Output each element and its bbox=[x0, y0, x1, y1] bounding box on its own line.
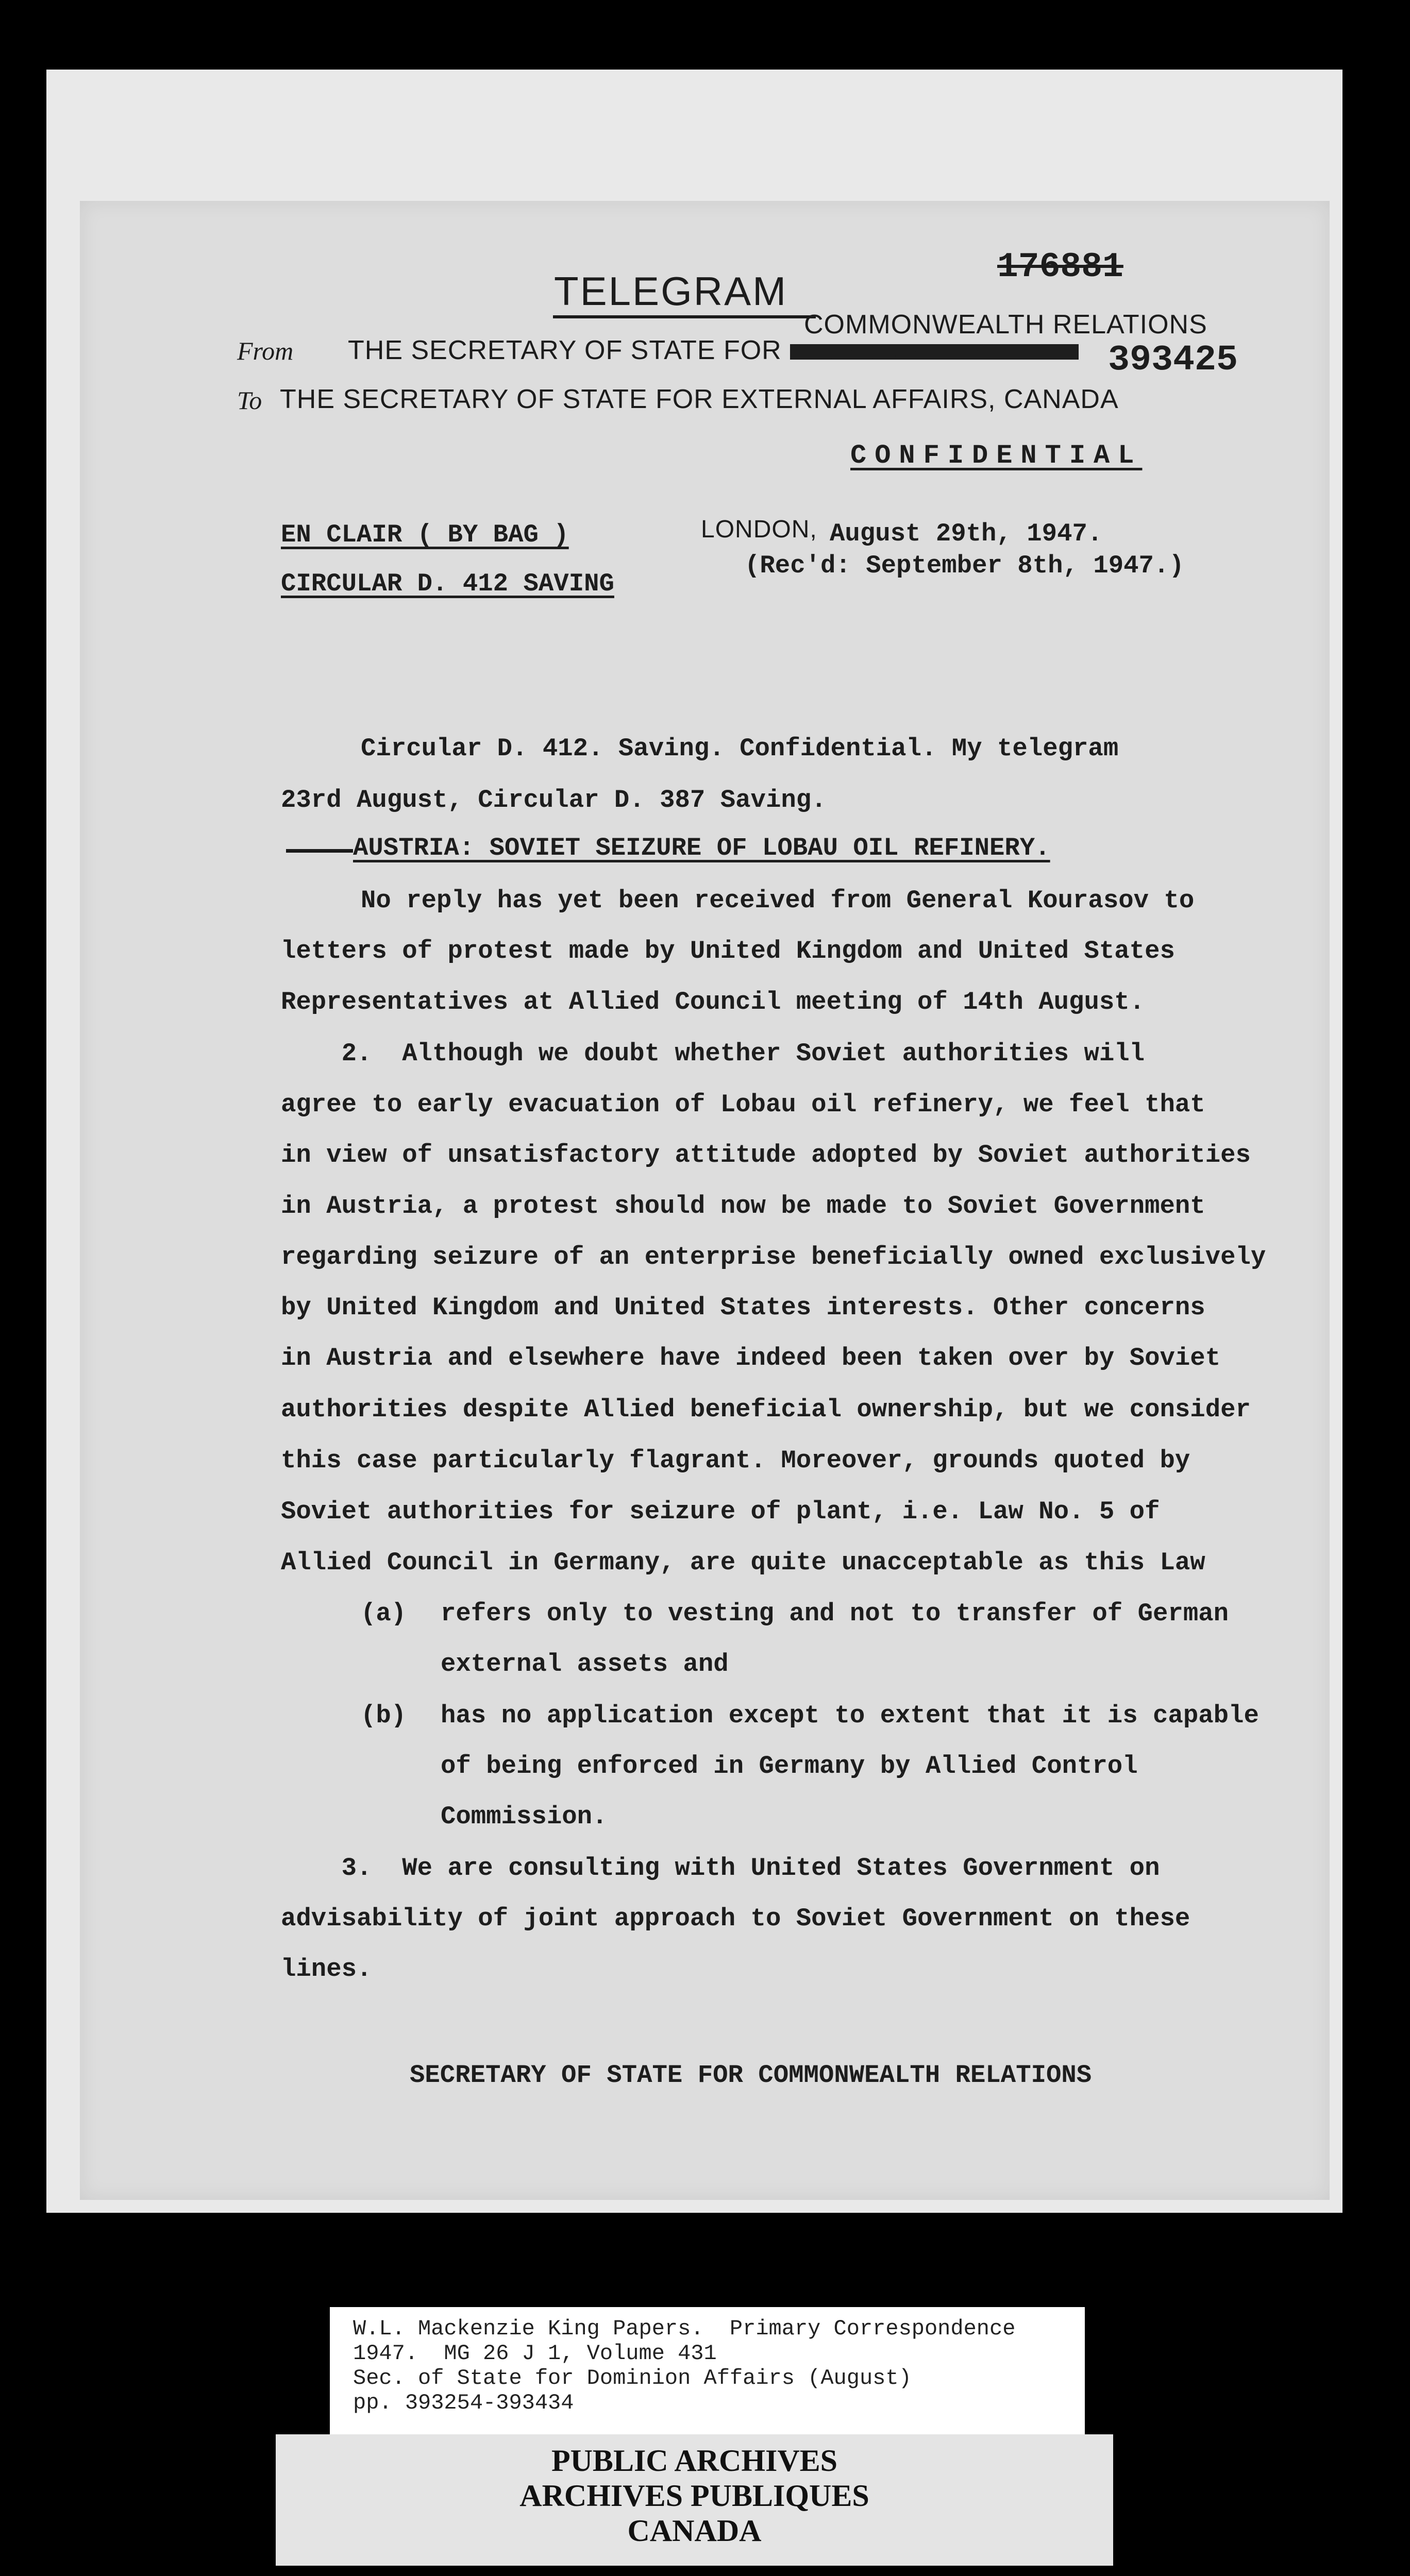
signature: SECRETARY OF STATE FOR COMMONWEALTH RELATIONS bbox=[410, 2061, 1092, 2090]
body-line: agree to early evacuation of Lobau oil refinery, we feel that bbox=[281, 1090, 1205, 1119]
body-line: letters of protest made by United Kingdom and United States bbox=[281, 937, 1175, 965]
telegram-page bbox=[80, 201, 1330, 2200]
body-line: 2. Although we doubt whether Soviet authorities will bbox=[281, 1039, 1145, 1068]
body-line: regarding seizure of an enterprise beneficially owned exclusively bbox=[281, 1243, 1266, 1272]
item-b-label: (b) bbox=[361, 1701, 407, 1730]
body-line: in Austria and elsewhere have indeed been taken over by Soviet bbox=[281, 1344, 1221, 1372]
received-date: (Rec'd: September 8th, 1947.) bbox=[745, 551, 1184, 580]
body-line: in Austria, a protest should now be made to Soviet Government bbox=[281, 1192, 1205, 1221]
from-insert: COMMONWEALTH RELATIONS bbox=[804, 310, 1207, 340]
subject-heading: AUSTRIA: SOVIET SEIZURE OF LOBAU OIL REFINERY. bbox=[353, 834, 1050, 862]
item-b-line: of being enforced in Germany by Allied Control bbox=[441, 1752, 1138, 1781]
stamp-line: CANADA bbox=[627, 2514, 762, 2548]
body-line: this case particularly flagrant. Moreover, grounds quoted by bbox=[281, 1446, 1190, 1475]
caption-line: W.L. Mackenzie King Papers. Primary Correspondence bbox=[353, 2316, 1016, 2341]
caption-line: pp. 393254-393434 bbox=[353, 2391, 574, 2415]
file-number: 393425 bbox=[1108, 340, 1238, 381]
body-line: Soviet authorities for seizure of plant, i.e. Law No. 5 of bbox=[281, 1497, 1160, 1526]
body-line: by United Kingdom and United States interests. Other concerns bbox=[281, 1293, 1205, 1322]
intro-line-2: 23rd August, Circular D. 387 Saving. bbox=[281, 786, 827, 815]
transmission: EN CLAIR ( BY BAG ) bbox=[281, 520, 569, 549]
item-a-label: (a) bbox=[361, 1599, 407, 1628]
caption-line: Sec. of State for Dominion Affairs (August) bbox=[353, 2366, 912, 2391]
body-line: authorities despite Allied beneficial ownership, but we consider bbox=[281, 1395, 1251, 1424]
item-a-line: refers only to vesting and not to transfer of German bbox=[441, 1599, 1229, 1628]
classification: CONFIDENTIAL bbox=[850, 440, 1143, 471]
item-b-line: Commission. bbox=[441, 1802, 608, 1831]
body-line: Representatives at Allied Council meeting of 14th August. bbox=[281, 988, 1145, 1016]
from-label: From bbox=[237, 336, 294, 365]
caption-line: 1947. MG 26 J 1, Volume 431 bbox=[353, 2341, 717, 2366]
body-line: Allied Council in Germany, are quite unacceptable as this Law bbox=[281, 1548, 1205, 1577]
date: August 29th, 1947. bbox=[830, 519, 1103, 548]
body-line: in view of unsatisfactory attitude adopted by Soviet authorities bbox=[281, 1141, 1251, 1170]
para3-line: 3. We are consulting with United States Government on bbox=[281, 1854, 1160, 1883]
body-line: No reply has yet been received from General Kourasov to bbox=[361, 886, 1195, 915]
circular-ref: CIRCULAR D. 412 SAVING bbox=[281, 569, 614, 598]
telegram-title: TELEGRAM bbox=[554, 268, 788, 314]
intro-line-1: Circular D. 412. Saving. Confidential. My telegram bbox=[361, 734, 1119, 763]
to-label: To bbox=[237, 386, 262, 415]
para3-line: lines. bbox=[281, 1955, 372, 1984]
from-text: THE SECRETARY OF STATE FOR bbox=[348, 335, 782, 365]
place: LONDON, bbox=[701, 516, 817, 543]
stamp-line: ARCHIVES PUBLIQUES bbox=[519, 2479, 869, 2513]
item-b-line: has no application except to extent that it is capable bbox=[441, 1701, 1259, 1730]
margin-arrow bbox=[286, 849, 353, 853]
struck-dominion-affairs: DOMINION AFFAIRS bbox=[790, 335, 1079, 366]
stamp-line: PUBLIC ARCHIVES bbox=[551, 2444, 838, 2478]
item-a-line: external assets and bbox=[441, 1650, 729, 1679]
archives-stamp bbox=[276, 2434, 1113, 2566]
caption-text bbox=[353, 2316, 1015, 2415]
struck-file-number: 176881 bbox=[997, 247, 1123, 287]
to-text: THE SECRETARY OF STATE FOR EXTERNAL AFFAIRS, CANADA bbox=[280, 384, 1119, 414]
title-underline bbox=[553, 315, 816, 318]
para3-line: advisability of joint approach to Soviet Government on these bbox=[281, 1904, 1190, 1933]
